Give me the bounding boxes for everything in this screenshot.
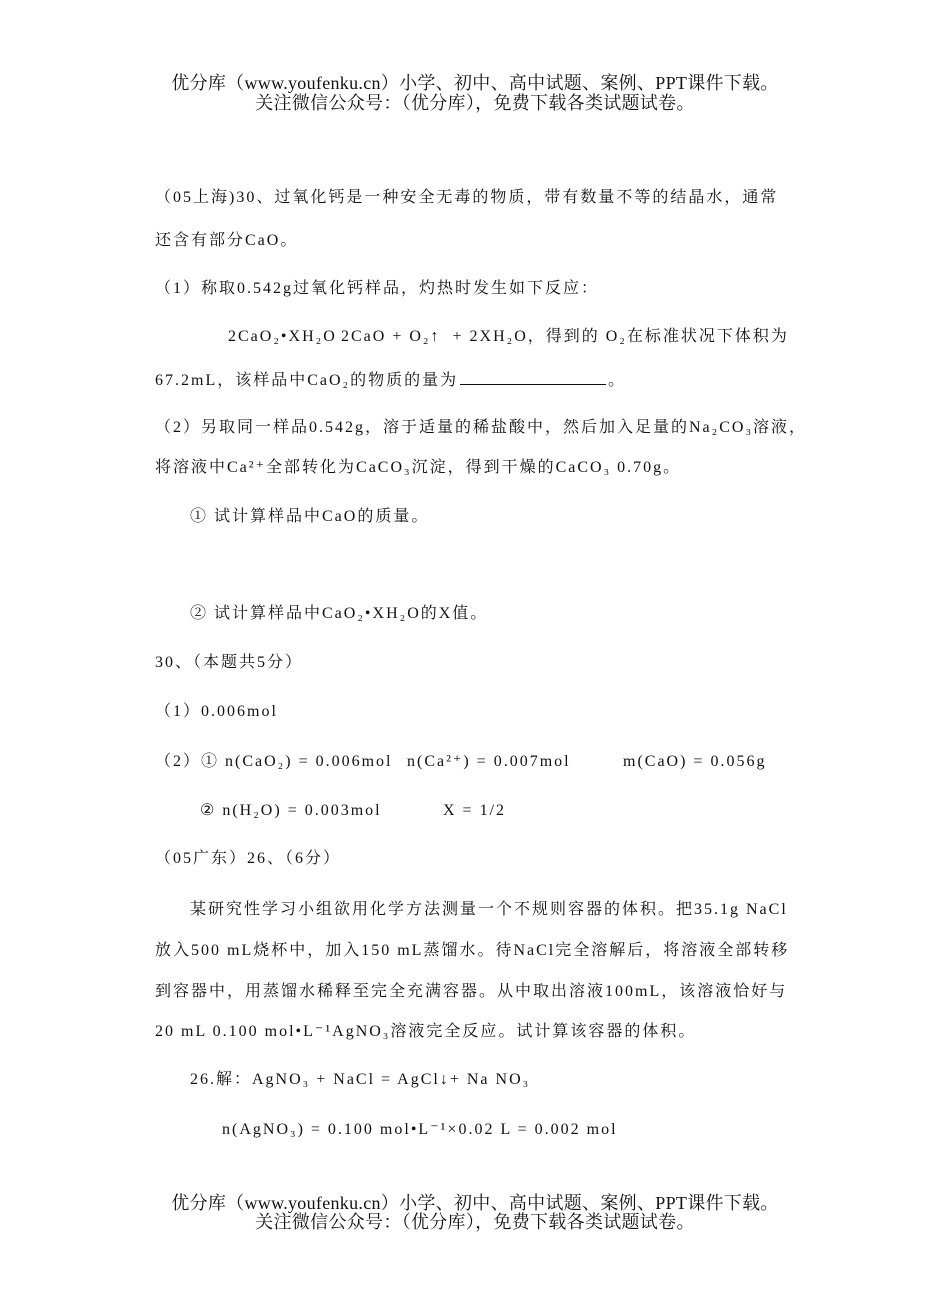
a30-answer-2-ca-ion: n(Ca²⁺) = 0.007mol: [407, 753, 571, 770]
header-line-2: 关注微信公众号：（优分库），免费下载各类试题试卷。: [255, 93, 695, 113]
a30-answer-1: （1）0.006mol: [155, 703, 278, 720]
footer-line-2: 关注微信公众号：（优分库），免费下载各类试题试卷。: [255, 1212, 695, 1232]
q30-part2-line-1: （2）另取同一样品0.542g，溶于适量的稀盐酸中，然后加入足量的Na₂CO₃溶液，: [155, 419, 808, 436]
q26-line-4: 20 mL 0.100 mol•L⁻¹AgNO₃溶液完全反应。试计算该容器的体积。: [155, 1023, 697, 1040]
q30-part1-answer-line: [155, 369, 626, 391]
q30-intro-line-1: （05上海)30、过氧化钙是一种安全无毒的物质，带有数量不等的结晶水，通常: [155, 189, 779, 206]
a26-line-2: n(AgNO₃) = 0.100 mol•L⁻¹×0.02 L = 0.002 mol: [222, 1121, 618, 1138]
q26-title: （05广东）26、（6分）: [155, 850, 342, 867]
q30-part1-answer-text: 67.2mL，该样品中CaO₂的物质的量为: [155, 372, 459, 389]
q30-part1-answer-end: 。: [608, 372, 627, 389]
a30-answer-3-water: ② n(H₂O) = 0.003mol: [200, 802, 382, 819]
q30-intro-line-2: 还含有部分CaO。: [155, 232, 299, 249]
q26-line-1: 某研究性学习小组欲用化学方法测量一个不规则容器的体积。把35.1g NaCl: [190, 901, 788, 918]
q30-part1-line-1: （1）称取0.542g过氧化钙样品，灼热时发生如下反应：: [155, 280, 600, 297]
a30-answer-3-x-value: X = 1/2: [443, 802, 507, 819]
q30-reaction-reactant: 2CaO₂•XH₂O: [228, 328, 337, 345]
q26-line-2: 放入500 mL烧杯中，加入150 mL蒸馏水。待NaCl完全溶解后，将溶液全部转移: [155, 942, 790, 959]
a26-line-1: 26.解：AgNO₃ + NaCl = AgCl↓+ Na NO₃: [190, 1071, 531, 1088]
q26-line-3: 到容器中，用蒸馏水稀释至完全充满容器。从中取出溶液100mL，该溶液恰好与: [155, 983, 788, 1000]
a30-answer-2-cao2: （2）① n(CaO₂) = 0.006mol: [155, 753, 393, 770]
q30-sub-question-2: ② 试计算样品中CaO₂•XH₂O的X值。: [190, 605, 489, 622]
q30-reaction-products: 2CaO + O₂↑ + 2XH₂O，得到的 O₂在标准状况下体积为: [341, 328, 789, 345]
a30-answer-2-cao-mass: m(CaO) = 0.056g: [623, 753, 767, 770]
q30-sub-question-1: ① 试计算样品中CaO的质量。: [190, 508, 430, 525]
a30-title: 30、（本题共5分）: [155, 654, 304, 671]
footer-line-1: 优分库（www.youfenku.cn）小学、初中、高中试题、案例、PPT课件下载。: [171, 1193, 779, 1213]
q30-part2-line-2: 将溶液中Ca²⁺全部转化为CaCO₃沉淀，得到干燥的CaCO₃ 0.70g。: [155, 459, 682, 476]
answer-blank: [460, 369, 606, 385]
header-line-1: 优分库（www.youfenku.cn）小学、初中、高中试题、案例、PPT课件下载。: [171, 73, 779, 93]
